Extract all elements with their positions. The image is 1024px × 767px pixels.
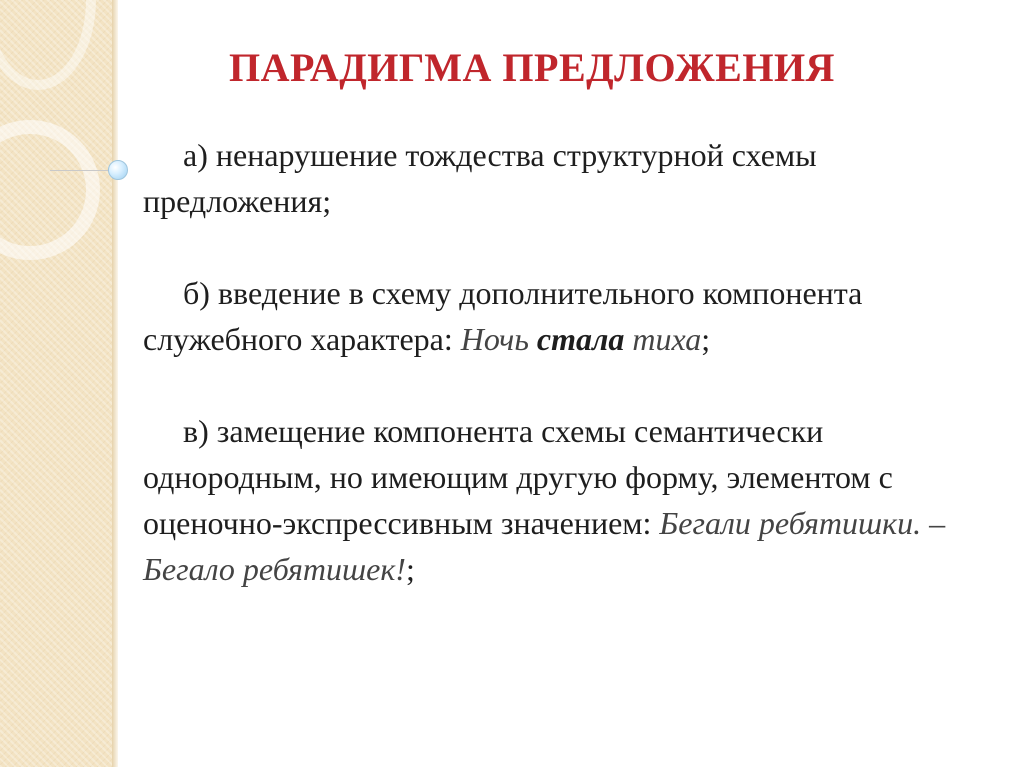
item-c-example: Бегали ребятишки. – Бегало ребятишек! — [143, 505, 946, 587]
decorative-line — [50, 170, 112, 171]
item-b-example-bold: стала — [536, 321, 625, 357]
item-b-example-end: тиха — [624, 321, 702, 357]
item-b-text: б) введение в схему дополнительного компонента служебного характера: — [143, 275, 863, 357]
item-c-text: в) замещение компонента схемы семантически однородным, но имеющим другую форму, элементом с оценочно-экспрессивным значением: — [143, 413, 893, 541]
decorative-ring — [0, 120, 100, 260]
slide-title: ПАРАДИГМА ПРЕДЛОЖЕНИЯ — [229, 45, 835, 90]
item-c-end: ; — [405, 551, 415, 587]
item-a-text: а) ненарушение тождества структурной схемы предложения; — [143, 137, 817, 219]
item-b-example-start: Ночь — [460, 321, 537, 357]
list-item-c — [143, 408, 983, 592]
item-b-end: ; — [701, 321, 711, 357]
list-item-a — [143, 132, 983, 224]
slide-content — [143, 132, 983, 592]
bubble-icon — [108, 160, 128, 180]
sidebar-edge — [112, 0, 118, 767]
decorative-sidebar — [0, 0, 112, 767]
list-item-b — [143, 270, 983, 362]
